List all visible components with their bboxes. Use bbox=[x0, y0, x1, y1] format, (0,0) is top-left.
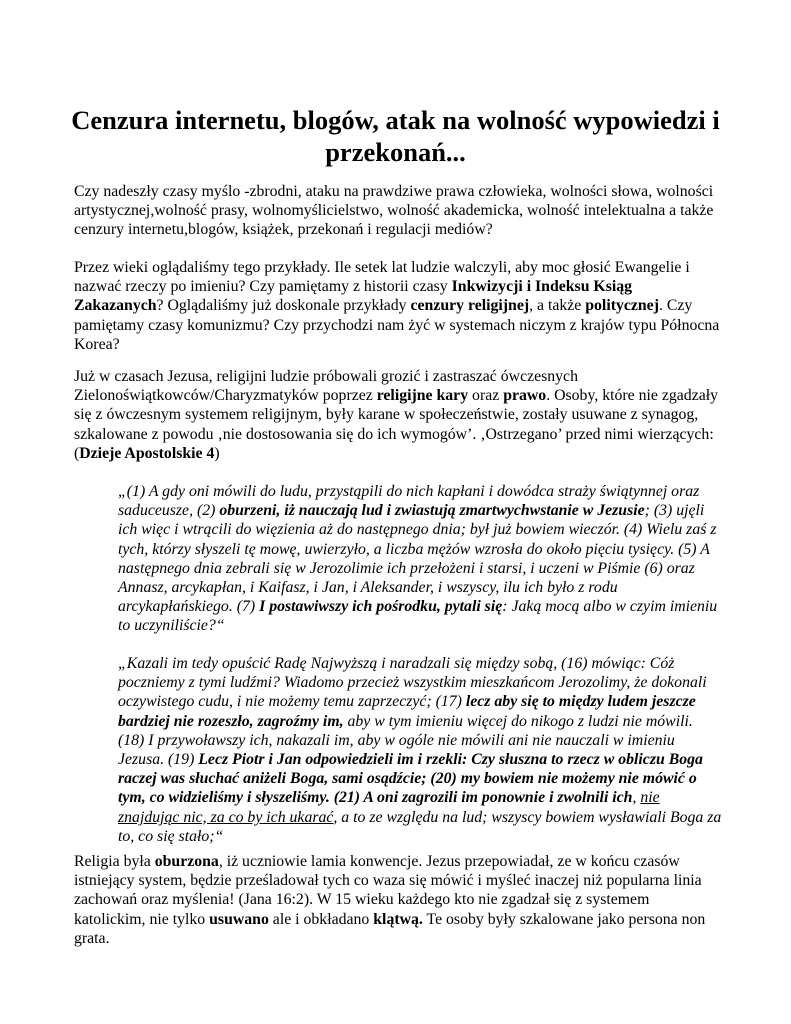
text-run: Już w czasach Jezusa, religijni ludzie próbowali grozić i zastraszać ówczesnych Zielonoświątkowców/Charyzmatyków poprzez bbox=[74, 368, 578, 405]
text-run: . Osoby, które nie zgadzały się z ówczesnym systemem religijnym, były karane w społeczeństwie, zostały usuwane z synagog, szkalowane z powodu ‚nie dostosowania się do ich wymogów’. ‚Ostrzegano’ przed nimi wierzących: ( bbox=[74, 387, 719, 462]
text-run: . Czy pamiętamy czasy komunizmu? Czy przychodzi nam żyć w systemach niczym z krajów typu Północna Korea? bbox=[74, 297, 720, 353]
text-run: „Kazali im tedy opuścić Radę Najwyższą i naradzali się między sobą, (16) mówiąc: Cóż poczniemy z tymi ludźmi? Wiadomo przecież wszystkim mieszkańcom Jerozolimy, że dokonali oczywistego cudu, i nie możemy temu zaprzeczyć; (17) bbox=[118, 655, 707, 711]
bold-run: religijne kary bbox=[376, 387, 469, 405]
text-run: , bbox=[632, 789, 641, 807]
text-run: , a także bbox=[529, 297, 586, 315]
text-run: ? Oglądaliśmy już doskonale przykłady bbox=[156, 297, 411, 315]
text-run: , a to ze względu na lud; wszyscy bowiem wysławiali Boga za to, co się stało;“ bbox=[118, 808, 722, 845]
text-run: „(1) A gdy oni mówili do ludu, przystąpili do nich kapłani i dowódca straży świątynnej oraz saduceusze, (2) bbox=[118, 483, 700, 520]
text-run: ; (3) ujęli ich więc i wtrącili do więzienia aż do następnego dnia; był już bowiem wieczór. (4) Wielu zaś z tych, którzy słyszeli tę mowę, uwierzyło, a liczba mężów wzrosła do około pięciu tysięcy. (5) A następnego dnia zebrali się w Jerozolimie ich przełożeni i starsi, i uczeni w Piśmie (6) oraz Annasz, arcykapłan, i Kaifasz, i Jan, i Aleksander, i wszyscy, ilu ich było z rodu arcykapłańskiego. (7) bbox=[118, 502, 717, 616]
bold-run: lecz aby się to między ludem jeszcze bardziej nie rozeszło, zagroźmy im, bbox=[118, 693, 696, 730]
bold-run: I postawiwszy ich pośrodku, pytali się bbox=[259, 598, 503, 616]
bold-run: klątwą. bbox=[373, 910, 423, 928]
paragraph-text: Czy nadeszły czasy myślo -zbrodni, ataku na prawdziwe prawa człowieka, wolności słowa, wolności artystycznej,wolność prasy, wolnomyślicielstwo, wolność akademicka, wolność intelektualna a także cenzury internetu,blogów, książek, przekonań i regulacji mediów? bbox=[74, 183, 714, 239]
text-run: oraz bbox=[468, 387, 504, 405]
text-run: ale i obkładano bbox=[268, 910, 374, 928]
bold-run: Inkwizycji i Indeksu Ksiąg Zakazanych bbox=[74, 278, 633, 315]
paragraph-history bbox=[74, 258, 722, 354]
text-run: Przez wieki oglądaliśmy tego przykłady. Ile setek lat ludzie walczyli, aby moc głosić Ewangelie i nazwać rzeczy po imieniu? Czy pamiętamy z historii czasy bbox=[74, 259, 690, 296]
bold-run: usuwano bbox=[209, 910, 269, 928]
quote-acts-4-part-2 bbox=[118, 654, 722, 846]
paragraph-intro bbox=[74, 182, 722, 240]
quote-acts-4-part-1 bbox=[118, 482, 722, 636]
bold-run: Lecz Piotr i Jan odpowiedzieli im i rzekli: Czy słuszna to rzecz w obliczu Boga raczej was słuchać aniżeli Boga, sami osądźcie; (20) my bowiem nie możemy nie mówić o tym, co widzieliśmy i słyszeliśmy. (21) A oni zagrozili im ponownie i zwolnili ich bbox=[118, 751, 703, 807]
text-run: , iż uczniowie lamia konwencje. Jezus przepowiadał, ze w końcu czasów istniejący system, będzie prześladował tych co waza się mówić i myśleć inaczej niż popularna linia zachowań oraz myślenia! (Jana 16:2). W 15 wieku każdego kto nie zgadzał się z systemem katolickim, nie tylko bbox=[74, 853, 702, 928]
bold-run: politycznej bbox=[585, 297, 659, 315]
bold-run: Dzieje Apostolskie 4 bbox=[79, 444, 215, 462]
text-run: ) bbox=[214, 444, 220, 462]
text-run: aby w tym imieniu więcej do nikogo z ludzi nie mówili. (18) I przywoławszy ich, nakazali im, aby w ogóle nie mówili ani nie nauczali w imieniu Jezusa. (19) bbox=[118, 712, 693, 769]
paragraph-conclusion bbox=[74, 852, 722, 948]
paragraph-jesus-times bbox=[74, 367, 722, 463]
bold-run: oburzeni, iż nauczają lud i zwiastują zmartwychwstanie w Jezusie bbox=[219, 502, 645, 520]
text-run: Religia była bbox=[74, 853, 155, 870]
bold-run: prawo bbox=[503, 387, 547, 405]
page-title: Cenzura internetu, blogów, atak na wolność wypowiedzi i przekonań... bbox=[71, 105, 720, 167]
underlined-run: nie znajdując nic, za co by ich ukarać bbox=[118, 789, 660, 826]
text-run: Te osoby były szkalowane jako persona non grata. bbox=[74, 910, 706, 947]
bold-run: oburzona bbox=[154, 853, 219, 870]
text-run: : Jaką mocą albo w czyim imieniu to uczyniliście?“ bbox=[118, 598, 718, 635]
bold-run: cenzury religijnej bbox=[410, 297, 530, 315]
